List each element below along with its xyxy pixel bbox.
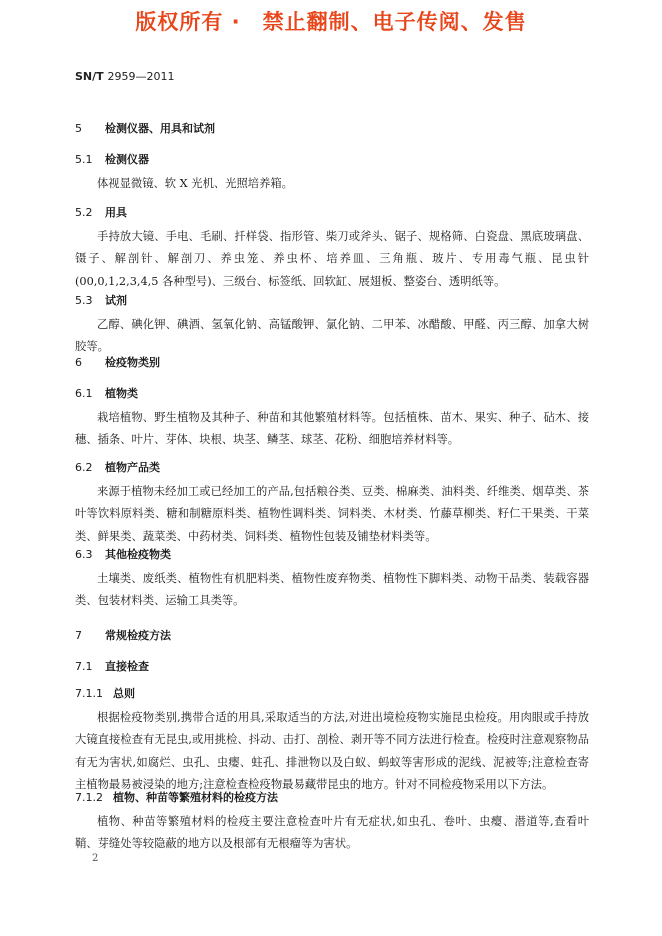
subsection-heading: 5.1 检测仪器 (75, 153, 149, 166)
section-heading: 5 检测仪器、用具和试剂 (75, 122, 215, 135)
subsection-heading: 6.1 植物类 (75, 387, 138, 400)
paragraph: 乙醇、碘化钾、碘酒、氢氧化钠、高锰酸钾、氯化钠、二甲苯、冰醋酸、甲醛、丙三醇、加拿大树胶等。 (75, 318, 589, 354)
paragraph: 来源于植物未经加工或已经加工的产品,包括粮谷类、豆类、棉麻类、油料类、纤维类、烟草类、茶叶等饮料原料类、糖和制糖原料类、植物性调料类、饲料类、木材类、竹藤草柳类、籽仁干果类、干菜类、鲜果类、蔬菜类、中药材类、饲料类、植物性包装及铺垫材料类等。 (75, 485, 589, 543)
paragraph: 植物、种苗等繁殖材料的检疫主要注意检查叶片有无症状,如虫孔、卷叶、虫瘿、潜道等,查看叶鞘、芽缝处等较隐蔽的地方以及根部有无根瘤等为害状。 (75, 815, 589, 851)
subsubsection-heading: 7.1.1 总则 (75, 687, 135, 700)
paragraph: 根据检疫物类别,携带合适的用具,采取适当的方法,对进出境检疫物实施昆虫检疫。用肉眼或手持放大镜直接检查有无昆虫,或用挑检、抖动、击打、剖检、剥开等不同方法进行检查。检疫时注意观察物品有无为害状,如腐烂、虫孔、虫瘿、蛀孔、排泄物以及白蚁、蚂蚁等害形成的泥线、泥被等;注意检查寄主植物最易被浸染的地方;注意检查检疫物最易藏带昆虫的地方。针对不同检疫物采用以下方法。 (75, 711, 589, 791)
paragraph: 手持放大镜、手电、毛刷、扦样袋、指形管、柴刀或斧头、锯子、规格筛、白瓷盘、黑底玻璃盘、镊子、解剖针、解剖刀、养虫笼、养虫杯、培养皿、三角瓶、玻片、专用毒气瓶、昆虫针(00,0,1,2,3,4,5 各种型号)、三级台、标签纸、回软缸、展翅板、整姿台、透明纸等。 (75, 230, 589, 288)
standard-code: SN/T (75, 70, 104, 83)
standard-year: 2959—2011 (107, 70, 175, 83)
paragraph: 土壤类、废纸类、植物性有机肥料类、植物性废弃物类、植物性下脚料类、动物干品类、装载容器类、包装材料类、运输工具类等。 (75, 572, 589, 608)
subsection-heading: 6.2 植物产品类 (75, 461, 160, 474)
subsection-heading: 5.3 试剂 (75, 294, 127, 307)
paragraph: 栽培植物、野生植物及其种子、种苗和其他繁殖材料等。包括植株、苗木、果实、种子、砧木、接穗、插条、叶片、芽体、块根、块茎、鳞茎、球茎、花粉、细胞培养材料等。 (75, 411, 589, 447)
standard-code-header (75, 70, 175, 83)
paragraph: 体视显微镜、软 X 光机、光照培养箱。 (97, 177, 293, 190)
subsection-heading: 7.1 直接检查 (75, 660, 149, 673)
section-heading: 7 常规检疫方法 (75, 629, 171, 642)
section-heading: 6 检疫物类别 (75, 356, 160, 369)
subsection-heading: 6.3 其他检疫物类 (75, 548, 171, 561)
copyright-watermark: 版权所有 · 禁止翻制、电子传阅、发售 (135, 10, 527, 34)
page-number: 2 (92, 853, 99, 864)
subsection-heading: 5.2 用具 (75, 206, 127, 219)
subsubsection-heading: 7.1.2 植物、种苗等繁殖材料的检疫方法 (75, 791, 278, 804)
